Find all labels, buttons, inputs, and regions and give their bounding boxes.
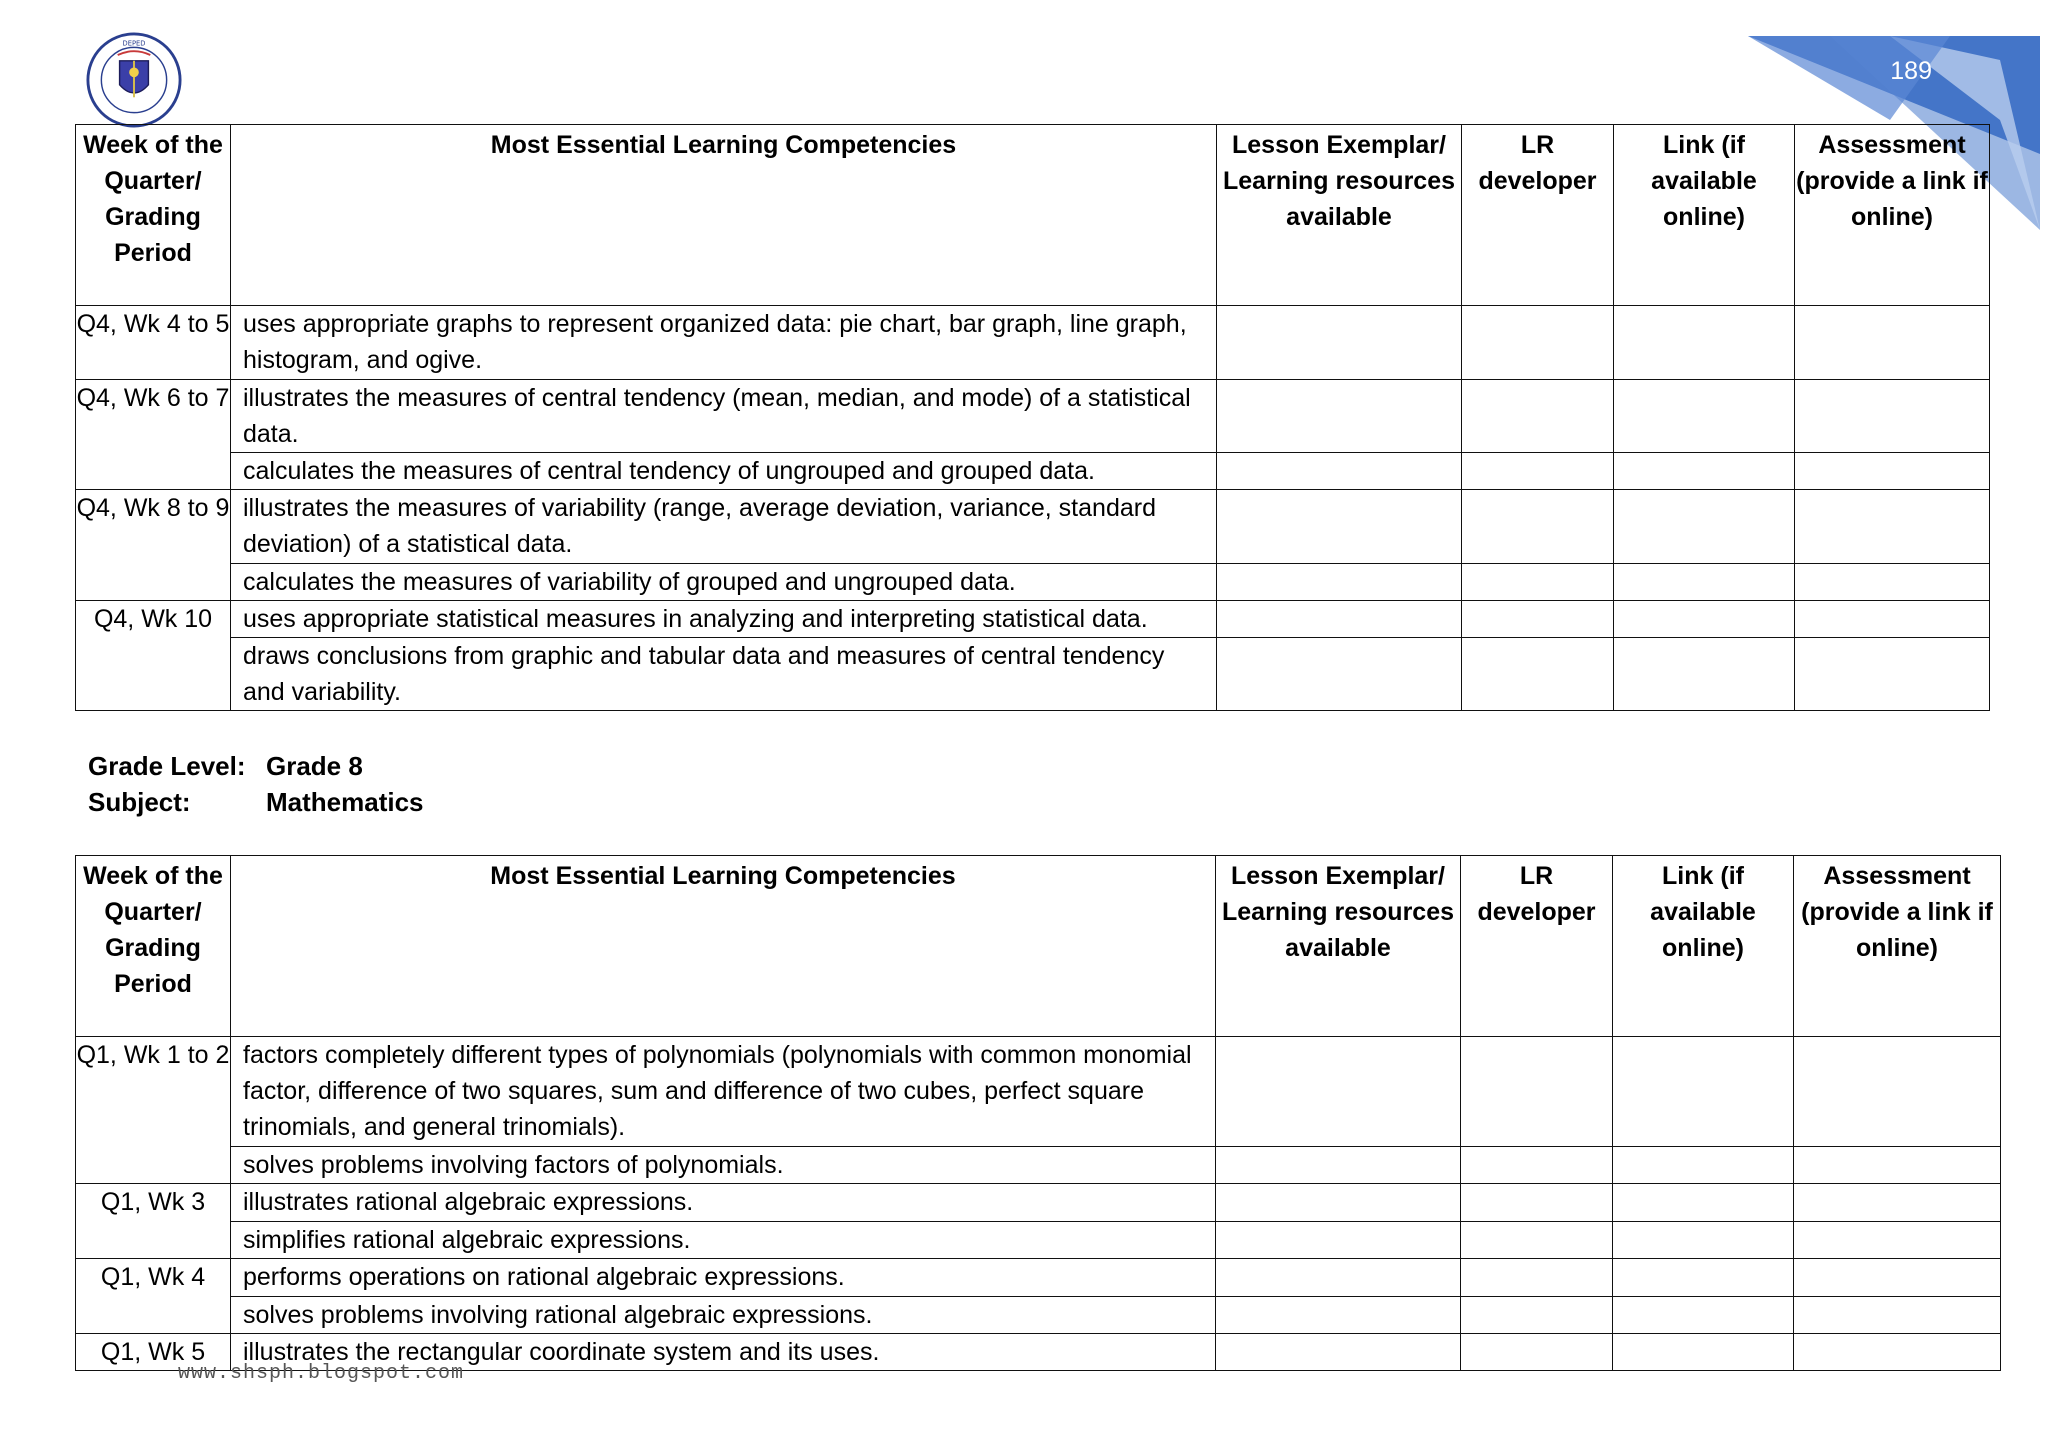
- competency-cell: calculates the measures of central tendency of ungrouped and grouped data.: [231, 453, 1217, 490]
- header-link: Link (if available online): [1613, 856, 1794, 1037]
- competency-cell: illustrates rational algebraic expressions.: [231, 1184, 1216, 1222]
- competency-cell: solves problems involving rational algebraic expressions.: [231, 1297, 1216, 1334]
- competency-cell: performs operations on rational algebraic expressions.: [231, 1259, 1216, 1297]
- competency-cell: simplifies rational algebraic expressions.: [231, 1222, 1216, 1259]
- competency-cell: solves problems involving factors of polynomials.: [231, 1147, 1216, 1184]
- header-week: Week of the Quarter/ Grading Period: [76, 125, 231, 306]
- table-row: [76, 1147, 2001, 1184]
- week-cell: Q1, Wk 4: [76, 1259, 231, 1334]
- header-lesson: Lesson Exemplar/ Learning resources available: [1216, 856, 1461, 1037]
- competency-cell: draws conclusions from graphic and tabular data and measures of central tendency and variability.: [231, 638, 1217, 711]
- competency-cell: illustrates the measures of variability (range, average deviation, variance, standard deviation) of a statistical data.: [231, 490, 1217, 564]
- table-row: [76, 1259, 2001, 1297]
- table-row: [76, 490, 1990, 564]
- table-row: [76, 306, 1990, 380]
- header-lr-developer: LR developer: [1462, 125, 1614, 306]
- page-number: 189: [1890, 57, 1932, 85]
- grade-level-value: Grade 8: [266, 751, 363, 781]
- table-row: [76, 453, 1990, 490]
- footer-url: www.shsph.blogspot.com: [178, 1362, 465, 1385]
- week-cell: Q4, Wk 8 to 9: [76, 490, 231, 601]
- competency-cell: uses appropriate graphs to represent organized data: pie chart, bar graph, line graph, histogram, and ogive.: [231, 306, 1217, 380]
- table-row: [76, 380, 1990, 453]
- table-row: [76, 564, 1990, 601]
- table-row: [76, 1297, 2001, 1334]
- competencies-table-1: [75, 124, 1990, 711]
- header-melc: Most Essential Learning Competencies: [231, 125, 1217, 306]
- header-week: Week of the Quarter/ Grading Period: [76, 856, 231, 1037]
- week-cell: Q1, Wk 5: [76, 1334, 231, 1371]
- competency-cell: illustrates the measures of central tendency (mean, median, and mode) of a statistical data.: [231, 380, 1217, 453]
- competency-cell: uses appropriate statistical measures in analyzing and interpreting statistical data.: [231, 601, 1217, 638]
- header-assessment: Assessment (provide a link if online): [1795, 125, 1990, 306]
- grade-level-label: Grade Level:: [88, 751, 246, 781]
- deped-seal-icon: [86, 32, 182, 128]
- grade-subject-block: [88, 748, 424, 820]
- header-assessment: Assessment (provide a link if online): [1794, 856, 2001, 1037]
- week-cell: Q4, Wk 4 to 5: [76, 306, 231, 380]
- competency-cell: illustrates the rectangular coordinate system and its uses.: [231, 1334, 1216, 1371]
- week-cell: Q4, Wk 6 to 7: [76, 380, 231, 490]
- table-row: [76, 1222, 2001, 1259]
- header-lesson: Lesson Exemplar/ Learning resources available: [1217, 125, 1462, 306]
- competencies-table-2: [75, 855, 2001, 1371]
- subject-label: Subject:: [88, 787, 191, 817]
- week-cell: Q4, Wk 10: [76, 601, 231, 711]
- svg-text:DEPED: DEPED: [122, 39, 146, 48]
- header-lr-developer: LR developer: [1461, 856, 1613, 1037]
- table-row: [76, 1184, 2001, 1222]
- table-row: [76, 1037, 2001, 1147]
- week-cell: Q1, Wk 3: [76, 1184, 231, 1259]
- header-link: Link (if available online): [1614, 125, 1795, 306]
- table-row: [76, 638, 1990, 711]
- subject-value: Mathematics: [266, 787, 424, 817]
- table-row: [76, 601, 1990, 638]
- week-cell: Q1, Wk 1 to 2: [76, 1037, 231, 1184]
- header-melc: Most Essential Learning Competencies: [231, 856, 1216, 1037]
- competency-cell: calculates the measures of variability of grouped and ungrouped data.: [231, 564, 1217, 601]
- competency-cell: factors completely different types of polynomials (polynomials with common monomial factor, difference of two squares, sum and difference of two cubes, perfect square trinomials, and general trinomials).: [231, 1037, 1216, 1147]
